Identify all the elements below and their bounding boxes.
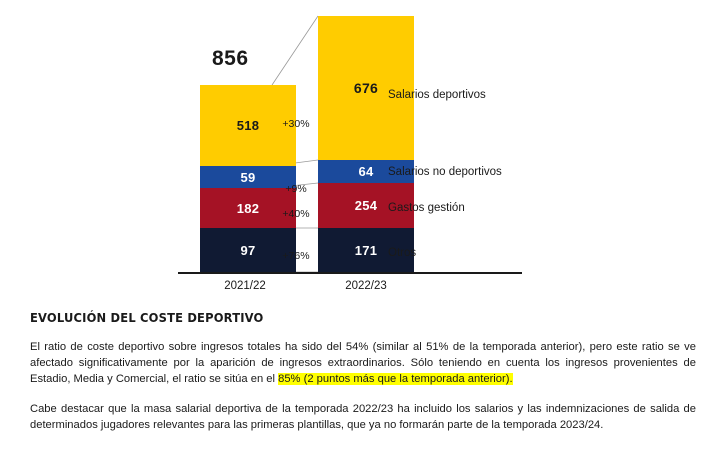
segment-salarios-deportivos-2022-23: 676 (318, 16, 414, 160)
segment-salarios-deportivos-2021-22: 518 (200, 85, 296, 166)
segment-otros-2022-23: 171 (318, 228, 414, 272)
delta-gastos-gestion: +40% (282, 208, 310, 220)
x-axis-label-2022-23: 2022/23 (345, 280, 387, 292)
bar-2021-22 (200, 85, 296, 272)
segment-salarios-no-deportivos-2022-23: 64 (318, 160, 414, 183)
legend-salarios-deportivos: Salarios deportivos (388, 89, 486, 101)
bar-total-2021-22: 856 (212, 47, 249, 70)
legend-gastos-gestion: Gastos gestión (388, 202, 465, 214)
paragraph-masa-salarial: Cabe destacar que la masa salarial deportiva de la temporada 2022/23 ha incluido los salarios y las indemnizaciones de salida de determinados jugadores relevantes para las primeras plantillas, que ya no formarán parte de la temporada 2023/24. (30, 403, 696, 431)
paragraph-ratio-highlight: 85% (2 puntos más que la temporada anterior). (278, 373, 513, 385)
segment-gastos-gestion-2022-23: 254 (318, 183, 414, 228)
bar-2022-23 (318, 16, 417, 272)
section-title: EVOLUCIÓN DEL COSTE DEPORTIVO (30, 310, 264, 325)
segment-salarios-no-deportivos-2021-22: 59 (200, 166, 296, 188)
legend-otros: Otros (388, 247, 417, 259)
segment-gastos-gestion-2021-22: 182 (200, 188, 296, 228)
delta-otros: +76% (282, 250, 310, 262)
paragraph-ratio-text: El ratio de coste deportivo sobre ingresos totales ha sido del 54% (similar al 51% de la temporada anterior), pero este ratio se ve afectado significativamente por la aparición de ingresos extraordinarios. Sólo teniendo en cuenta los ingresos provenientes de Estadio, Media y Comercial, el ratio se sitúa en el (30, 341, 696, 385)
delta-salarios-deportivos: +30% (282, 118, 310, 130)
delta-salarios-no-deportivos: +9% (285, 183, 307, 195)
text-section (30, 310, 696, 447)
segment-otros-2021-22: 97 (200, 228, 296, 272)
x-axis-label-2021-22: 2021/22 (224, 280, 266, 292)
legend-salarios-no-deportivos: Salarios no deportivos (388, 166, 502, 178)
paragraph-ratio (30, 339, 696, 387)
x-axis-line (178, 272, 522, 274)
